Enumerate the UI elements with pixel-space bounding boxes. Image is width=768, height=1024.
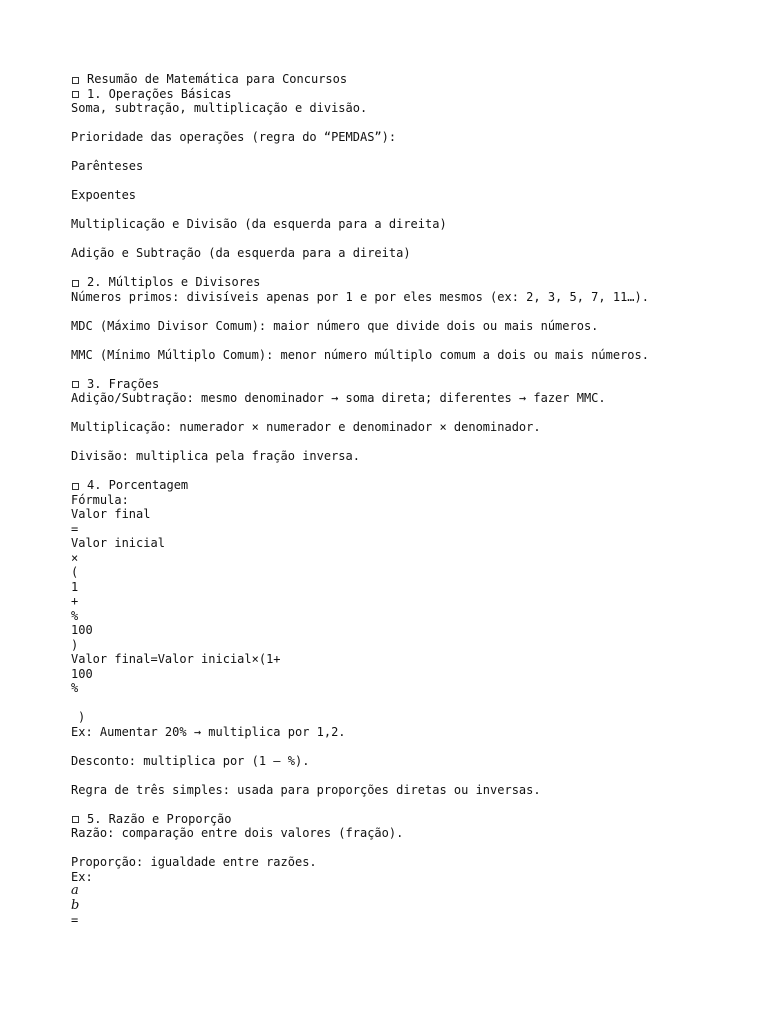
- square-bullet-icon: [72, 816, 79, 823]
- section-4-item: Desconto: multiplica por (1 – %).: [71, 753, 310, 768]
- section-heading-5: 5. Razão e Proporção: [71, 812, 748, 827]
- section-3-item: Adição/Subtração: mesmo denominador → soma direta; diferentes → fazer MMC.: [71, 391, 606, 405]
- formula-token: %: [71, 608, 79, 623]
- section-1-item: Expoentes: [71, 188, 137, 202]
- section-1-item: Multiplicação e Divisão (da esquerda para a direita): [71, 217, 447, 231]
- example-token: a: [71, 883, 79, 898]
- formula-token: ): [71, 637, 79, 652]
- square-bullet-icon: [72, 77, 79, 84]
- formula-token: 1: [71, 579, 79, 594]
- example-token: =: [71, 913, 79, 927]
- section-5-item: Proporção: igualdade entre razões.: [71, 855, 317, 869]
- section-heading-1: 1. Operações Básicas: [71, 87, 748, 102]
- section-3-item: Divisão: multiplica pela fração inversa.: [71, 449, 360, 463]
- section-1-item: Parênteses: [71, 159, 144, 173]
- section-4-item: Ex: Aumentar 20% → multiplica por 1,2.: [71, 724, 346, 739]
- formula-token: Valor final: [71, 507, 151, 521]
- formula-token: (: [71, 565, 79, 579]
- formula-token: +: [71, 594, 79, 608]
- document-body: [71, 72, 748, 928]
- section-2-item: MMC (Mínimo Múltiplo Comum): menor número múltiplo comum a dois ou mais números.: [71, 347, 649, 362]
- section-heading-2: 2. Múltiplos e Divisores: [71, 275, 748, 290]
- formula-token: =: [71, 521, 79, 536]
- example-label: Ex:: [71, 869, 93, 884]
- section-heading-3: 3. Frações: [71, 377, 748, 392]
- section-heading-4: 4. Porcentagem: [71, 478, 748, 493]
- section-3-item: Multiplicação: numerador × numerador e denominador × denominador.: [71, 420, 541, 434]
- formula-token: Valor inicial: [71, 536, 165, 550]
- formula-close: ): [78, 710, 86, 724]
- formula-label: Fórmula:: [71, 492, 129, 507]
- square-bullet-icon: [72, 381, 79, 388]
- formula-token: 100: [71, 623, 93, 637]
- formula-token: ×: [71, 550, 79, 565]
- section-1-intro: Soma, subtração, multiplicação e divisão.: [71, 101, 368, 115]
- document-title: Resumão de Matemática para Concursos: [71, 72, 748, 87]
- square-bullet-icon: [72, 483, 79, 490]
- section-2-item: MDC (Máximo Divisor Comum): maior número que divide dois ou mais números.: [71, 318, 599, 333]
- square-bullet-icon: [72, 91, 79, 98]
- square-bullet-icon: [72, 280, 79, 287]
- example-token: b: [71, 897, 80, 913]
- formula-inline: Valor final=Valor inicial×(1+: [71, 652, 281, 666]
- section-5-item: Razão: comparação entre dois valores (fração).: [71, 826, 404, 840]
- section-1-item: Adição e Subtração (da esquerda para a direita): [71, 246, 411, 260]
- formula-tail: %: [71, 681, 79, 695]
- section-4-item: Regra de três simples: usada para proporções diretas ou inversas.: [71, 782, 541, 797]
- formula-tail: 100: [71, 666, 93, 681]
- section-2-item: Números primos: divisíveis apenas por 1 e por eles mesmos (ex: 2, 3, 5, 7, 11…).: [71, 289, 649, 304]
- section-1-priority-label: Prioridade das operações (regra do “PEMDAS”):: [71, 130, 397, 144]
